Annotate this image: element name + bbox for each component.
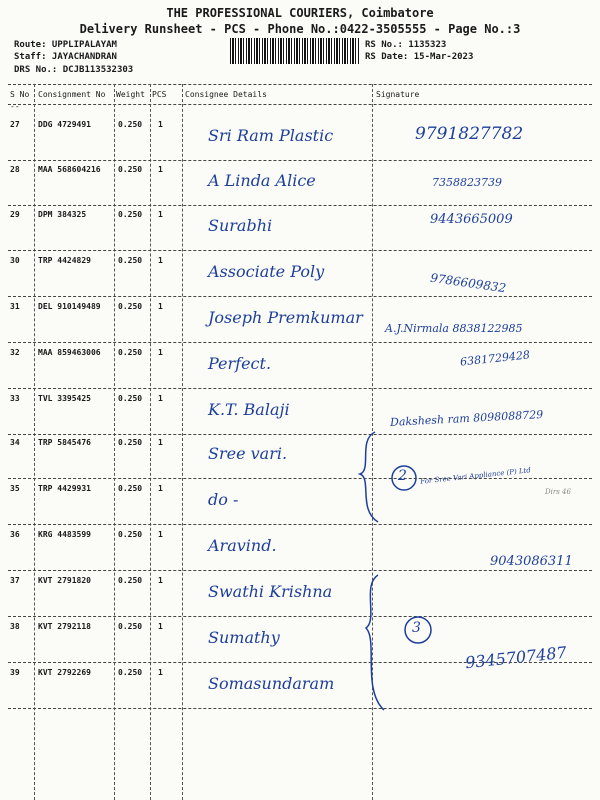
- row-signature-handwritten: 9791827782: [415, 124, 524, 144]
- circle-mark-3-label: 3: [412, 620, 421, 636]
- row-sno: 38: [10, 622, 20, 631]
- row-pcs: 1: [158, 484, 163, 493]
- brace-mark-2: [366, 575, 384, 710]
- row-sno: 31: [10, 302, 20, 311]
- col-header-sno: S No: [10, 90, 30, 99]
- row-pcs: 1: [158, 394, 163, 403]
- row-pcs: 1: [158, 530, 163, 539]
- row-sno: 33: [10, 394, 20, 403]
- row-pcs: 1: [158, 302, 163, 311]
- row-sno: 30: [10, 256, 20, 265]
- row-consignment-no: KRG 4483599: [38, 530, 91, 539]
- row-weight: 0.250: [118, 438, 143, 447]
- row-consignee-handwritten: Sree vari.: [208, 444, 288, 463]
- row-weight: 0.250: [118, 530, 143, 539]
- row-sno: 37: [10, 576, 20, 585]
- row-weight: 0.250: [118, 302, 143, 311]
- row-consignment-no: TRP 4424829: [38, 256, 91, 265]
- row-weight: 0.250: [118, 120, 143, 129]
- col-header-consignment: Consignment No: [38, 90, 106, 99]
- row-consignee-handwritten: K.T. Balaji: [208, 400, 290, 419]
- row-pcs: 1: [158, 210, 163, 219]
- col-header-signature: Signature: [376, 90, 420, 99]
- row-consignment-no: MAA 568604216: [38, 165, 101, 174]
- row-consignee-handwritten: A Linda Alice: [208, 171, 316, 190]
- row-consignee-handwritten: do -: [208, 490, 239, 509]
- rs-date: RS Date: 15-Mar-2023: [365, 52, 474, 62]
- row-consignee-handwritten: Joseph Premkumar: [208, 308, 363, 327]
- row-signature-handwritten: 7358823739: [432, 176, 502, 189]
- row-signature-handwritten: Dirs 46: [545, 488, 571, 496]
- row-signature-handwritten: For Sree Vari Appliance (P) Ltd: [419, 466, 532, 486]
- row-weight: 0.250: [118, 668, 143, 677]
- row-consignment-no: DPM 384325: [38, 210, 87, 219]
- row-consignee-handwritten: Somasundaram: [208, 674, 335, 693]
- row-pcs: 1: [158, 348, 163, 357]
- col-header-dashes: --: [10, 102, 20, 111]
- row-signature-handwritten: 9345707487: [464, 642, 568, 673]
- row-signature-handwritten: 9043086311: [490, 554, 573, 569]
- row-consignee-handwritten: Perfect.: [208, 354, 272, 373]
- row-sno: 27: [10, 120, 20, 129]
- row-weight: 0.250: [118, 394, 143, 403]
- row-pcs: 1: [158, 120, 163, 129]
- row-consignment-no: KVT 2792269: [38, 668, 91, 677]
- row-consignee-handwritten: Associate Poly: [208, 262, 325, 281]
- row-consignment-no: DDG 4729491: [38, 120, 91, 129]
- row-weight: 0.250: [118, 576, 143, 585]
- row-weight: 0.250: [118, 484, 143, 493]
- row-signature-handwritten: A.J.Nirmala 8838122985: [385, 322, 523, 335]
- col-header-pcs: PCS: [152, 90, 167, 99]
- row-sno: 32: [10, 348, 20, 357]
- row-signature-handwritten: 9443665009: [430, 212, 513, 227]
- row-signature-handwritten: Dakshesh ram 8098088729: [389, 407, 544, 430]
- rs-number: RS No.: 1135323: [365, 40, 447, 50]
- brace-mark-1: [360, 432, 378, 522]
- row-consignment-no: TVL 3395425: [38, 394, 91, 403]
- staff-label: Staff: JAYACHANDRAN: [14, 52, 117, 62]
- col-header-consignee: Consignee Details: [185, 90, 267, 99]
- row-signature-handwritten: 6381729428: [459, 348, 531, 369]
- row-signature-handwritten: 9786609832: [429, 270, 507, 296]
- row-consignment-no: TRP 5845476: [38, 438, 91, 447]
- row-weight: 0.250: [118, 165, 143, 174]
- row-consignment-no: KVT 2791820: [38, 576, 91, 585]
- row-consignee-handwritten: Sumathy: [208, 628, 280, 647]
- row-consignee-handwritten: Surabhi: [208, 216, 273, 235]
- row-consignment-no: DEL 910149489: [38, 302, 101, 311]
- row-sno: 28: [10, 165, 20, 174]
- row-pcs: 1: [158, 576, 163, 585]
- row-sno: 36: [10, 530, 20, 539]
- row-consignment-no: TRP 4429931: [38, 484, 91, 493]
- row-pcs: 1: [158, 622, 163, 631]
- row-pcs: 1: [158, 256, 163, 265]
- circle-mark-2-label: 2: [398, 468, 407, 484]
- row-sno: 29: [10, 210, 20, 219]
- row-consignment-no: KVT 2792118: [38, 622, 91, 631]
- row-consignee-handwritten: Sri Ram Plastic: [208, 126, 334, 145]
- row-weight: 0.250: [118, 348, 143, 357]
- row-sno: 35: [10, 484, 20, 493]
- row-pcs: 1: [158, 438, 163, 447]
- route-label: Route: UPPLIPALAYAM: [14, 40, 117, 50]
- drs-number: DRS No.: DCJB113532303: [14, 65, 134, 75]
- row-sno: 39: [10, 668, 20, 677]
- row-weight: 0.250: [118, 622, 143, 631]
- row-consignee-handwritten: Swathi Krishna: [208, 582, 333, 601]
- row-consignment-no: MAA 859463006: [38, 348, 101, 357]
- row-pcs: 1: [158, 165, 163, 174]
- row-pcs: 1: [158, 668, 163, 677]
- runsheet-subtitle: Delivery Runsheet - PCS - Phone No.:0422-3505555 - Page No.:3: [79, 22, 521, 36]
- row-weight: 0.250: [118, 256, 143, 265]
- row-sno: 34: [10, 438, 20, 447]
- col-header-weight: Weight: [116, 90, 145, 99]
- row-consignee-handwritten: Aravind.: [208, 536, 277, 555]
- company-title: THE PROFESSIONAL COURIERS, Coimbatore: [166, 6, 434, 20]
- row-weight: 0.250: [118, 210, 143, 219]
